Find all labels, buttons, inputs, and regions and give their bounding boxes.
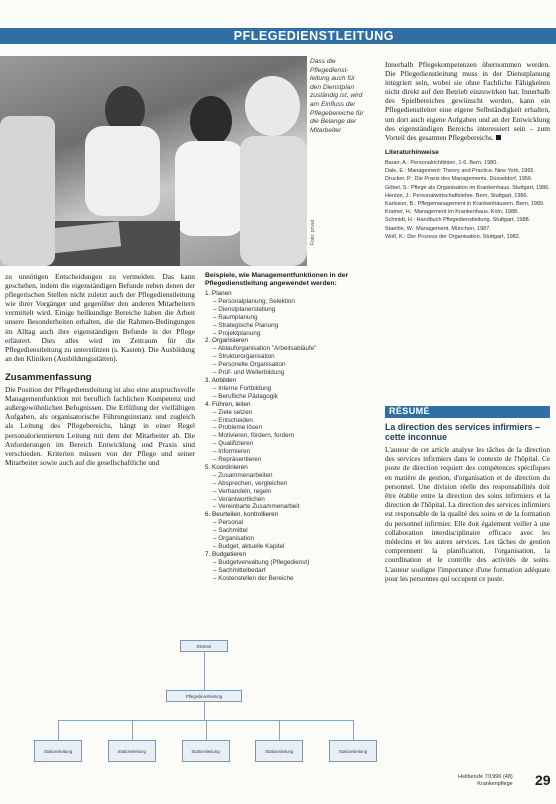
article-photo bbox=[0, 56, 307, 266]
box-subitem: – Personalplanung, Selektion bbox=[213, 297, 295, 305]
box-subitem: – Ziele setzen bbox=[213, 408, 253, 416]
photo-caption: Dass die Pflegedienst-leitung auch für den Dienstplan zuständig ist, wird am Einfluss der Pflegebereiche für die Belange der Mitarbeiter bbox=[310, 58, 364, 134]
box-subitem: – Budgetverwaltung (Pflegedienst) bbox=[213, 558, 310, 566]
org-bottom-box: Stationsleitung bbox=[108, 740, 156, 762]
box-subitem: – Vereinbarte Zusammenarbeit bbox=[213, 503, 300, 511]
footer-line2: Krankenpflege bbox=[477, 781, 513, 787]
org-bottom-box: Stationsleitung bbox=[182, 740, 230, 762]
resume-text: L'auteur de cet article analyse les tâches de la direction des services infirmiers dans le contexte de l'hôpital. Ce poste de direction requiert des compétences spécifiques en matière de gestion, d'organisation et de direction du personnel. Une division réelle des responsabilités doit être établie entre la direction des soins infirmiers et la direction de l'hôpital. La direction des services infirmiers est responsable de la qualité des soins et de la formation du personnel infirmier. Elle doit également veiller à une collaboration interdisciplinaire efficace avec les médecins et les autres services. Les tâches de gestion comprennent la planification, l'organisation, la coordination et le contrôle des activités de soins. L'auteur souligne l'importance d'une formation adéquate pour les personnes qui occupent ce poste. bbox=[385, 446, 550, 583]
box-list bbox=[205, 290, 375, 583]
box-subitem: – Verantwortlichen bbox=[213, 495, 265, 503]
box-subitem: – Motivieren, fördern, fordern bbox=[213, 432, 295, 440]
literature-entry: Karlsson, B.: Pflegemanagement in Krankenhäusern. Bern, 1989. bbox=[385, 200, 545, 207]
box-category: 5. Koordinieren bbox=[205, 463, 248, 471]
box-category: 6. Beurteilen, kontrollieren bbox=[205, 511, 279, 519]
box-subitem: – Strukturorganisation bbox=[213, 353, 275, 361]
end-mark-icon bbox=[496, 135, 501, 140]
box-subitem: – Personelle Organisation bbox=[213, 361, 286, 369]
box-category: 1. Planen bbox=[205, 290, 232, 297]
resume-bar bbox=[385, 406, 550, 418]
box-subitem: – Dienstplanerstellung bbox=[213, 305, 276, 313]
box-subitem: – Budget, aktuelle Kapitel bbox=[213, 543, 285, 550]
org-bottom-box: Stationsleitung bbox=[255, 740, 303, 762]
literature-heading: Literaturhinweise bbox=[385, 148, 439, 156]
resume-title: La direction des services infirmiers – cette inconnue bbox=[385, 422, 540, 442]
box-subitem: – Sachmittel bbox=[213, 527, 248, 535]
org-middle-box: Pflegedienstleitung bbox=[166, 690, 242, 702]
box-subitem: – Raumplanung bbox=[213, 313, 258, 321]
footer-line1: Heilberufe 7/1996 (48) bbox=[458, 774, 513, 780]
box-category: 3. Anbilden bbox=[205, 376, 237, 384]
box-subitem: – Repräsentieren bbox=[213, 456, 262, 464]
right-intro-text: Innerhalb Pflegekompetenzen übernommen werden. Die Pflegedienstleitung muss in der Dienstplanung integriert sein, wobei sie ohne Fachliche Fähigkeiten nicht direkt auf den Betrieb einzuwirken hat. Innerhalb des Spielbereiches gewünscht werden, kann ein Pflegedienstleiter eine eigene Selbständigkeit erhalten, um dort auch eigene Aufgaben und an der Entwicklung des eigenständigen Bereichs interessiert sein – zum Vorteil des gesamten Pflegebereichs. bbox=[385, 60, 550, 142]
literature-entry: Wolf, K.: Der Prozess der Organisation. Stuttgart, 1982. bbox=[385, 233, 521, 240]
literature-entry: Staehle, W.: Management. München, 1987. bbox=[385, 225, 491, 232]
literature-entry: Bauer, A.: Personalrichtlinien, 1-6. Bern, 1980. bbox=[385, 159, 498, 166]
box-subitem: – Qualifizieren bbox=[213, 440, 254, 448]
box-subitem: – Ablauforganisation "Arbeitsabläufe" bbox=[213, 345, 317, 353]
box-subitem: – Probleme lösen bbox=[213, 424, 263, 432]
box-title: Beispiele, wie Managementfunktionen in der Pflegedienstleitung angewendet werden: bbox=[205, 272, 349, 287]
org-top-box: Direktor bbox=[180, 640, 228, 652]
box-category: 4. Führen, leiten bbox=[205, 400, 251, 408]
management-functions-box bbox=[205, 272, 375, 627]
literature-entry: Hentze, J.: Personalwirtschaftslehre. Bern, Stuttgart, 1986. bbox=[385, 192, 529, 199]
box-subitem: – Sachmittelbedarf bbox=[213, 566, 266, 574]
left-intro: zu unnötigen Entscheidungen zu vermeiden. Das kann geschehen, indem die eigenständigen Befunde neben denen der pflegerischen Stellen nicht zuletzt auch der Pflegedienstleitung wie ihrer Vorgänger und gegenüber den anderen Mitarbeitern vermittelt wird. Einige heilkundige Bereiche haben die Arbeit unsere Besonderheiten erhalten, die die Rahmen-Bedingungen im Alltag auch ihre eigenständigen Befunde in der Pflege erläutert. Dies alles wird im Zeitraum für die Pflegedienstleitung zu unterstützen (s. Kasten). Die Ausbildung an den Kliniken (Ausbildungsstätten). bbox=[5, 272, 195, 363]
literature-entry: Kramer, H.: Management im Krankenhaus. Köln, 1988. bbox=[385, 209, 519, 216]
literature-entry: Drucker, P.: Die Praxis des Managements, Düsseldorf, 1956. bbox=[385, 176, 533, 183]
box-category: 2. Organisieren bbox=[205, 337, 249, 345]
box-subitem: – Interne Fortbildung bbox=[213, 384, 272, 392]
box-subitem: – Zusammenarbeiten bbox=[213, 471, 273, 479]
left-column bbox=[5, 272, 195, 467]
summary-text: Die Position der Pflegedienstleitung ist also eine anspruchsvolle Managementfunktion mit beruflich fachlichen Kompetenz und außergewöhnlichen Befugnissen. Die Erfüllung der vielfältigen Aufgaben, als organisatorische Führungsinstanz und zugleich als Leitung des Pflegebereichs, hängt in einer Regel personalorientierten Leitung mit dem der Mitarbeiter ab. Die Anforderungen im Bereich Entwicklung und Praxis sind verschieden. Kriterien müssen von der Pflege und seiner Mitarbeiter sowie auch auf die gesellschaftliche und bbox=[5, 385, 195, 467]
literature-entry: Schmidt, H.: Handbuch Pflegedienstleitung. Stuttgart, 1988. bbox=[385, 217, 531, 224]
box-subitem: – Informieren bbox=[213, 448, 251, 456]
box-subitem: – Verhandeln, regeln bbox=[213, 487, 272, 495]
literature-list bbox=[385, 160, 550, 241]
box-subitem: – Personal bbox=[213, 519, 244, 527]
summary-heading: Zusammenfassung bbox=[5, 371, 92, 383]
box-subitem: – Projektplanung bbox=[213, 329, 261, 337]
box-category: 7. Budgetieren bbox=[205, 550, 246, 558]
footer bbox=[458, 774, 513, 788]
box-subitem: – Prüf- und Weiterbildung bbox=[213, 369, 285, 377]
box-subitem: – Strategische Planung bbox=[213, 321, 279, 329]
box-subitem: – Berufliche Pädagogik bbox=[213, 392, 278, 400]
resume-label: RÉSUMÉ bbox=[389, 406, 430, 416]
box-subitem: – Organisation bbox=[213, 535, 254, 543]
box-subitem: – Absprechen, vergleichen bbox=[213, 479, 288, 487]
box-subitem: – Entscheiden bbox=[213, 416, 253, 424]
literature-entry: Göbel, S.: Pflege als Organisation im Krankenhaus. Stuttgart, 1986. bbox=[385, 184, 550, 191]
org-chart bbox=[30, 630, 380, 788]
literature-entry: Dale, E.: Management: Theory and Practice. New York, 1965. bbox=[385, 168, 536, 175]
photo-credit: Foto: privat bbox=[310, 220, 316, 246]
org-bottom-box: Stationsleitung bbox=[329, 740, 377, 762]
section-title: PFLEGEDIENSTLEITUNG bbox=[233, 29, 394, 43]
org-bottom-box: Stationsleitung bbox=[34, 740, 82, 762]
right-intro bbox=[385, 60, 550, 142]
section-header bbox=[0, 28, 556, 44]
box-subitem: – Kostenstellen der Bereiche bbox=[213, 574, 294, 582]
page-number: 29 bbox=[535, 772, 551, 788]
right-column bbox=[385, 60, 550, 242]
